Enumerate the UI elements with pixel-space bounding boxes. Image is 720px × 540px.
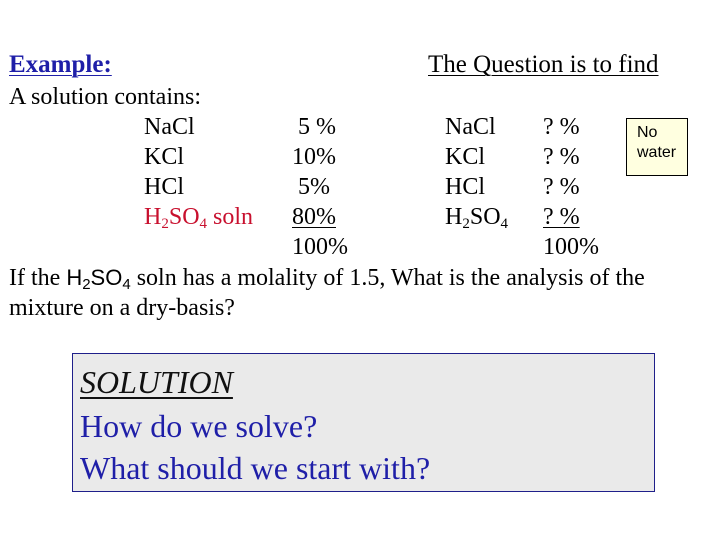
solution-line-2: What should we start with? bbox=[80, 450, 431, 486]
intro-text: A solution contains: bbox=[9, 84, 201, 110]
unknown-name-hcl: HCl bbox=[445, 174, 486, 200]
given-pct-kcl: 10% bbox=[292, 144, 336, 170]
unknown-pct-kcl: ? % bbox=[543, 144, 580, 170]
unknown-name-kcl: KCl bbox=[445, 144, 486, 170]
given-name-h2so4: $H_2SO_4$ soln bbox=[144, 204, 254, 232]
unknown-total: 100% bbox=[543, 234, 599, 260]
unknown-name-nacl: NaCl bbox=[445, 114, 496, 140]
no-water-note bbox=[626, 118, 688, 176]
question-heading: The Question is to find bbox=[428, 51, 659, 78]
given-pct-nacl: 5 % bbox=[298, 114, 336, 140]
unknown-pct-hcl: ? % bbox=[543, 174, 580, 200]
question-line-1: If the $H_2SO_4$ soln has a molality of 1.5, What is the analysis of the bbox=[9, 265, 645, 293]
unknown-pct-h2so4: ? % bbox=[543, 204, 580, 230]
note-line-2: water bbox=[637, 144, 677, 161]
note-line-1: No bbox=[637, 124, 658, 141]
example-label: Example: bbox=[9, 51, 112, 78]
given-name-nacl: NaCl bbox=[144, 114, 195, 140]
solution-box bbox=[72, 353, 655, 492]
given-pct-h2so4: 80% bbox=[292, 204, 336, 230]
solution-title: SOLUTION bbox=[80, 364, 233, 400]
given-name-kcl: KCl bbox=[144, 144, 185, 170]
given-pct-hcl: 5% bbox=[298, 174, 330, 200]
unknown-name-h2so4: $H_2SO_4$ bbox=[445, 204, 509, 232]
solution-line-1: How do we solve? bbox=[80, 408, 318, 444]
given-total: 100% bbox=[292, 234, 348, 260]
given-name-hcl: HCl bbox=[144, 174, 185, 200]
question-line-2: mixture on a dry-basis? bbox=[9, 295, 235, 321]
unknown-pct-nacl: ? % bbox=[543, 114, 580, 140]
